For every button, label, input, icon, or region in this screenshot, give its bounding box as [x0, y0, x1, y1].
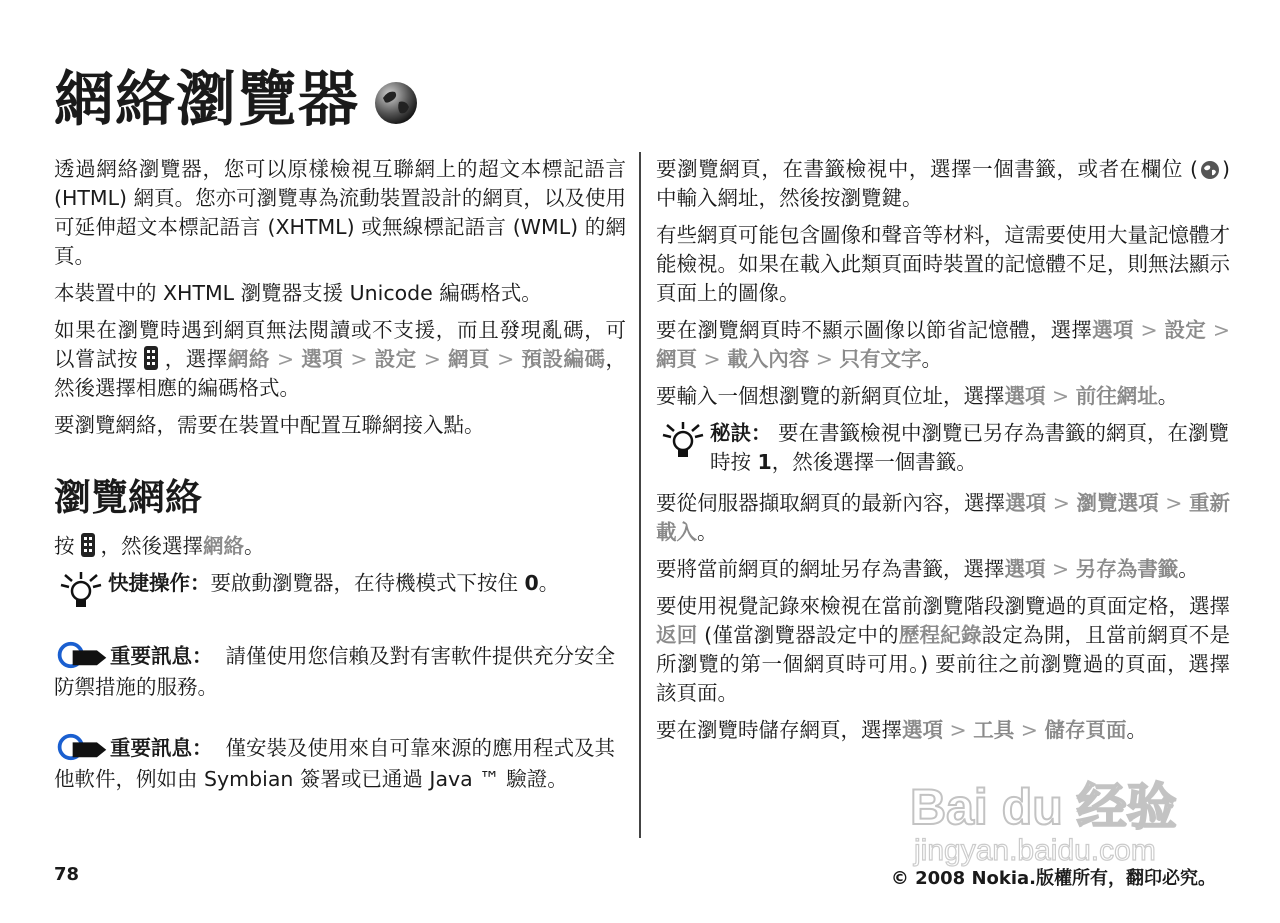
separator: > — [1052, 491, 1070, 515]
text: 。 — [1126, 718, 1147, 742]
text: ，然後選擇一個書籤。 — [771, 450, 977, 474]
separator: > — [1165, 491, 1183, 515]
menu-link-goto-address[interactable]: 前往網址 — [1075, 384, 1158, 408]
text: 按 — [54, 534, 75, 558]
important-notice-2 — [54, 733, 626, 795]
text: 。 — [1157, 384, 1179, 408]
menu-link-tools[interactable]: 工具 — [973, 718, 1015, 742]
important-text: 請僅使用您信賴及對有害軟件提供充分安全防禦措施的服務。 — [54, 644, 616, 699]
separator: > — [949, 718, 967, 742]
menu-key-icon — [142, 345, 160, 371]
paragraph-press — [54, 532, 626, 561]
watermark-brand: Bai du 经验 — [910, 779, 1177, 835]
text: 要輸入一個想瀏覽的新網頁位址，選擇 — [656, 384, 1005, 408]
menu-link-page[interactable]: 網頁 — [447, 347, 491, 371]
text: 設定為開，且當前網頁不是所瀏覽的第一個網頁時可用。) 要前往之前瀏覽過的頁面，選擇該頁面。 — [656, 623, 1231, 705]
page-title-text: 網絡瀏覽器 — [54, 65, 359, 135]
menu-link-options[interactable]: 選項 — [1004, 557, 1046, 581]
key-zero: 0 — [524, 571, 539, 595]
important-label: 重要訊息： — [110, 736, 213, 760]
globe-icon — [1200, 160, 1220, 180]
paragraph-unicode: 本裝置中的 XHTML 瀏覽器支援 Unicode 編碼格式。 — [54, 281, 542, 305]
tip-shortcut — [54, 569, 626, 611]
tip-label: 秘訣： — [710, 421, 772, 445]
important-hand-icon — [54, 733, 110, 761]
menu-link-default-encoding[interactable]: 預設編碼 — [521, 347, 606, 371]
paragraph-access-point: 要瀏覽網絡，需要在裝置中配置互聯網接入點。 — [54, 413, 485, 437]
menu-link-load-content[interactable]: 載入內容 — [727, 347, 810, 371]
menu-link-settings[interactable]: 設定 — [1164, 318, 1207, 342]
text: 。 — [244, 534, 265, 558]
text: 要在書籤檢視中瀏覽已另存為書籤的網頁，在瀏覽時按 — [710, 421, 1230, 474]
page-number: 78 — [54, 864, 80, 885]
menu-link-history[interactable]: 歷程紀錄 — [898, 623, 982, 647]
globe-icon — [373, 80, 419, 126]
separator: > — [1020, 718, 1038, 742]
tip-label: 快捷操作： — [108, 571, 211, 595]
separator: > — [1052, 557, 1070, 581]
paragraph-reload — [656, 489, 1230, 547]
text: ，然後選擇 — [100, 534, 203, 558]
text: ，選擇 — [164, 347, 228, 371]
menu-link-options[interactable]: 選項 — [1092, 318, 1134, 342]
text: 。 — [921, 347, 942, 371]
column-divider — [639, 152, 641, 838]
paragraph-memory: 有些網頁可能包含圖像和聲音等材料，這需要使用大量記憶體才能檢視。如果在載入此類頁面時裝置的記憶體不足，則無法顯示頁面上的圖像。 — [656, 223, 1230, 305]
text: 。 — [697, 520, 718, 544]
menu-link-web[interactable]: 網絡 — [203, 534, 244, 558]
baidu-watermark-logo — [900, 772, 1230, 872]
menu-link-save-page[interactable]: 儲存頁面 — [1044, 718, 1127, 742]
text: 如果在瀏覽時遇到網頁無法閱讀或不支援，而且發現亂碼，可以嘗試按 — [54, 318, 626, 371]
separator: > — [1052, 384, 1070, 408]
important-text: 僅安裝及使用來自可靠來源的應用程式及其他軟件，例如由 Symbian 簽署或已通過 Java ™ 驗證。 — [54, 736, 616, 791]
menu-link-web[interactable]: 網絡 — [227, 347, 270, 371]
lightbulb-icon — [656, 421, 710, 461]
separator: > — [423, 347, 441, 371]
paragraph-text-only — [656, 316, 1230, 374]
lightbulb-icon — [54, 571, 108, 611]
text: 要啟動瀏覽器，在待機模式下按住 — [210, 571, 518, 595]
separator: > — [703, 347, 721, 371]
paragraph-visual-history — [656, 592, 1230, 708]
separator: > — [815, 347, 833, 371]
copyright-notice: © 2008 Nokia.版權所有，翻印必究。 — [890, 868, 1216, 889]
important-hand-icon — [54, 641, 110, 669]
text: 。 — [1178, 557, 1199, 581]
menu-link-reload[interactable]: 重新載入 — [656, 491, 1231, 544]
separator: > — [350, 347, 368, 371]
menu-link-text-only[interactable]: 只有文字 — [839, 347, 922, 371]
menu-link-options[interactable]: 選項 — [1005, 491, 1047, 515]
paragraph-encoding — [54, 316, 626, 403]
paragraph-save-bookmark — [656, 555, 1230, 584]
important-label: 重要訊息： — [110, 644, 213, 668]
paragraph-intro: 透過網絡瀏覽器，您可以原樣檢視互聯網上的超文本標記語言 (HTML) 網頁。您亦可瀏覽專為流動裝置設計的網頁，以及使用可延伸超文本標記語言 (XHTML) 或無線標記語言 (WML) 的網頁。 — [54, 157, 626, 268]
menu-link-options[interactable]: 選項 — [902, 718, 943, 742]
paragraph-bookmarks — [656, 155, 1230, 213]
menu-link-save-as-bookmark[interactable]: 另存為書籤 — [1075, 557, 1179, 581]
tip-text — [710, 419, 1230, 477]
key-one: 1 — [757, 450, 772, 474]
menu-link-settings[interactable]: 設定 — [374, 347, 417, 371]
right-column — [656, 155, 1230, 753]
menu-link-page[interactable]: 網頁 — [656, 347, 697, 371]
text: 要將當前網頁的網址另存為書籤，選擇 — [656, 557, 1005, 581]
text: ，然後選擇相應的編碼格式。 — [54, 347, 627, 400]
separator: > — [1212, 318, 1231, 342]
tip-text — [108, 569, 559, 598]
menu-key-icon — [79, 532, 97, 558]
section-title: 瀏覽網絡 — [54, 476, 202, 519]
watermark-url: jingyan.baidu.com — [914, 834, 1156, 867]
menu-link-back[interactable]: 返回 — [656, 623, 698, 647]
text: 要在瀏覽網頁時不顯示圖像以節省記憶體，選擇 — [656, 318, 1093, 342]
menu-link-options[interactable]: 選項 — [1004, 384, 1046, 408]
text: 要從伺服器擷取網頁的最新內容，選擇 — [656, 491, 1006, 515]
text: ) 中輸入網址，然後按瀏覽鍵。 — [656, 157, 1230, 210]
important-notice-1 — [54, 641, 626, 703]
paragraph-save-page — [656, 716, 1230, 745]
text: 。 — [538, 571, 560, 595]
left-column — [54, 155, 626, 801]
text: 要使用視覺記錄來檢視在當前瀏覽階段瀏覽過的頁面定格，選擇 — [656, 594, 1230, 618]
paragraph-goto-address — [656, 382, 1230, 411]
menu-link-options[interactable]: 選項 — [301, 347, 344, 371]
separator: > — [276, 347, 295, 371]
separator: > — [497, 347, 515, 371]
text: 要瀏覽網頁，在書籤檢視中，選擇一個書籤，或者在欄位 ( — [656, 157, 1198, 181]
separator: > — [1140, 318, 1158, 342]
text: 要在瀏覽時儲存網頁，選擇 — [656, 718, 902, 742]
page-title — [54, 62, 419, 138]
tip-secret — [656, 419, 1230, 477]
text: (僅當瀏覽器設定中的 — [697, 623, 899, 647]
menu-link-browse-options[interactable]: 瀏覽選項 — [1076, 491, 1159, 515]
